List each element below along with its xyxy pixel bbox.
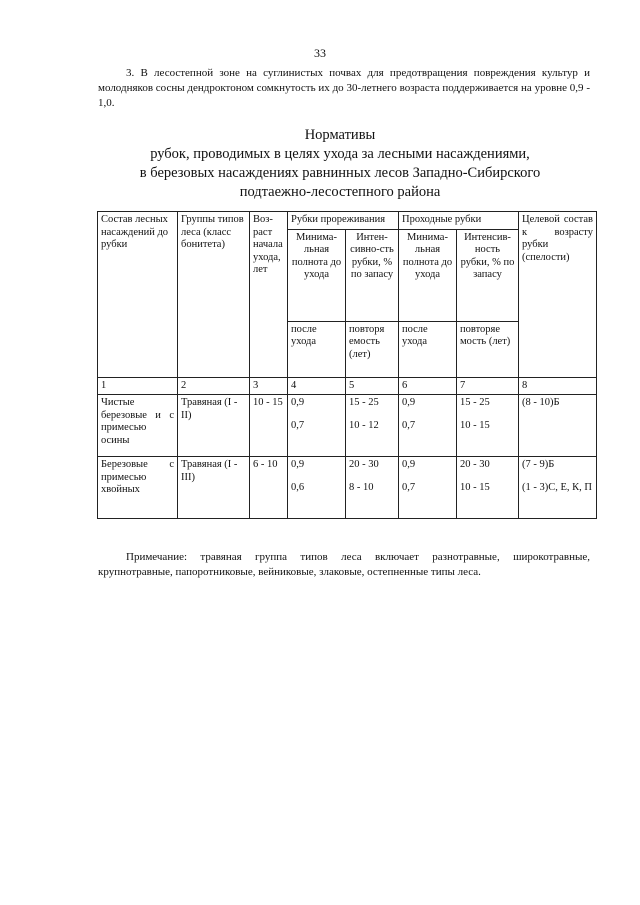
- row-target: [519, 457, 597, 519]
- norms-table: [97, 211, 597, 519]
- header-pass-min-density: Минима-льная полнота до ухода: [399, 229, 457, 321]
- table-row: [98, 395, 597, 457]
- header-target: Целевой состав к возрасту рубки (спелости): [519, 212, 597, 378]
- value-after-care: 0,7: [291, 419, 305, 431]
- col-number: 6: [399, 377, 457, 395]
- col-number: 5: [346, 377, 399, 395]
- row-thin-intensity: [346, 395, 399, 457]
- title-line-2: рубок, проводимых в целях ухода за лесными насаждениями,: [150, 146, 530, 162]
- title-line-1: Нормативы: [304, 127, 376, 143]
- value-after-care: 0,9: [402, 459, 416, 471]
- col-number: 3: [250, 377, 288, 395]
- value-intensity: 20 - 30: [460, 459, 490, 471]
- header-passage: Проходные рубки: [399, 212, 519, 230]
- header-thin-intensity: Интен-сивно-сть рубки, % по запасу: [346, 229, 399, 321]
- header-composition: Состав лесных насаждений до рубки: [98, 212, 178, 378]
- row-thin-density: [288, 457, 346, 519]
- row-forest-group: Травяная (I - II): [178, 395, 250, 457]
- row-pass-density: [399, 457, 457, 519]
- col-number: 1: [98, 377, 178, 395]
- header-thin-min-density: Минима-льная полнота до ухода: [288, 229, 346, 321]
- value-after-care: 0,9: [291, 397, 305, 409]
- value-repeat: 8 - 10: [349, 481, 374, 493]
- value-intensity: 20 - 30: [349, 459, 379, 471]
- header-thinning: Рубки прореживания: [288, 212, 399, 230]
- row-pass-density: [399, 395, 457, 457]
- value-intensity: 15 - 25: [349, 397, 379, 409]
- page-number: 33: [314, 46, 326, 60]
- intro-paragraph: 3. В лесостепной зоне на суглинистых почвах для предотвращения повреждения культур и молодняков сосны дендроктоном сомкнутость их до 30-летнего возраста поддерживается на уровне 0,9 - 1,0.: [98, 67, 590, 109]
- value-intensity: 15 - 25: [460, 397, 490, 409]
- header-thin-after-care: после ухода: [288, 321, 346, 377]
- header-pass-after-care: после ухода: [399, 321, 457, 377]
- value-after-care: 0,7: [402, 419, 416, 431]
- value-repeat: 10 - 15: [460, 419, 490, 431]
- value-repeat: 10 - 15: [460, 481, 490, 493]
- value-target: (8 - 10)Б: [522, 397, 560, 409]
- row-age: 10 - 15: [250, 395, 288, 457]
- column-number-row: [98, 377, 597, 395]
- header-forest-group: Группы типов леса (класс бонитета): [178, 212, 250, 378]
- col-number: 7: [457, 377, 519, 395]
- value-after-care: 0,7: [402, 481, 416, 493]
- row-thin-intensity: [346, 457, 399, 519]
- value-target: (7 - 9)Б: [522, 459, 555, 471]
- value-repeat: 10 - 12: [349, 419, 379, 431]
- col-number: 4: [288, 377, 346, 395]
- row-pass-intensity: [457, 395, 519, 457]
- row-age: 6 - 10: [250, 457, 288, 519]
- title-line-3: в березовых насаждениях равнинных лесов Западно-Сибирского: [139, 165, 541, 181]
- header-pass-intensity: Интенсив-ность рубки, % по запасу: [457, 229, 519, 321]
- col-number: 8: [519, 377, 597, 395]
- table-row: [98, 457, 597, 519]
- header-thin-repeat: повторя емость (лет): [346, 321, 399, 377]
- header-age: Воз-раст начала ухода, лет: [250, 212, 288, 378]
- col-number: 2: [178, 377, 250, 395]
- row-target: [519, 395, 597, 457]
- value-after-care: 0,9: [291, 459, 305, 471]
- row-composition: Березовые с примесью хвойных: [98, 457, 178, 519]
- row-forest-group: Травяная (I - III): [178, 457, 250, 519]
- header-pass-repeat: повторяе мость (лет): [457, 321, 519, 377]
- value-target: (1 - 3)С, Е, К, П: [522, 481, 592, 493]
- value-after-care: 0,6: [291, 481, 305, 493]
- row-thin-density: [288, 395, 346, 457]
- table-title: [90, 126, 590, 202]
- value-after-care: 0,9: [402, 397, 416, 409]
- row-composition: Чистые березовые и с примесью осины: [98, 395, 178, 457]
- footnote: Примечание: травяная группа типов леса включает разнотравные, широкотравные, крупнотравные, папоротниковые, вейниковые, злаковые, остепненные типы леса.: [98, 551, 590, 578]
- row-pass-intensity: [457, 457, 519, 519]
- title-line-4: подтаежно-лесостепного района: [239, 184, 441, 200]
